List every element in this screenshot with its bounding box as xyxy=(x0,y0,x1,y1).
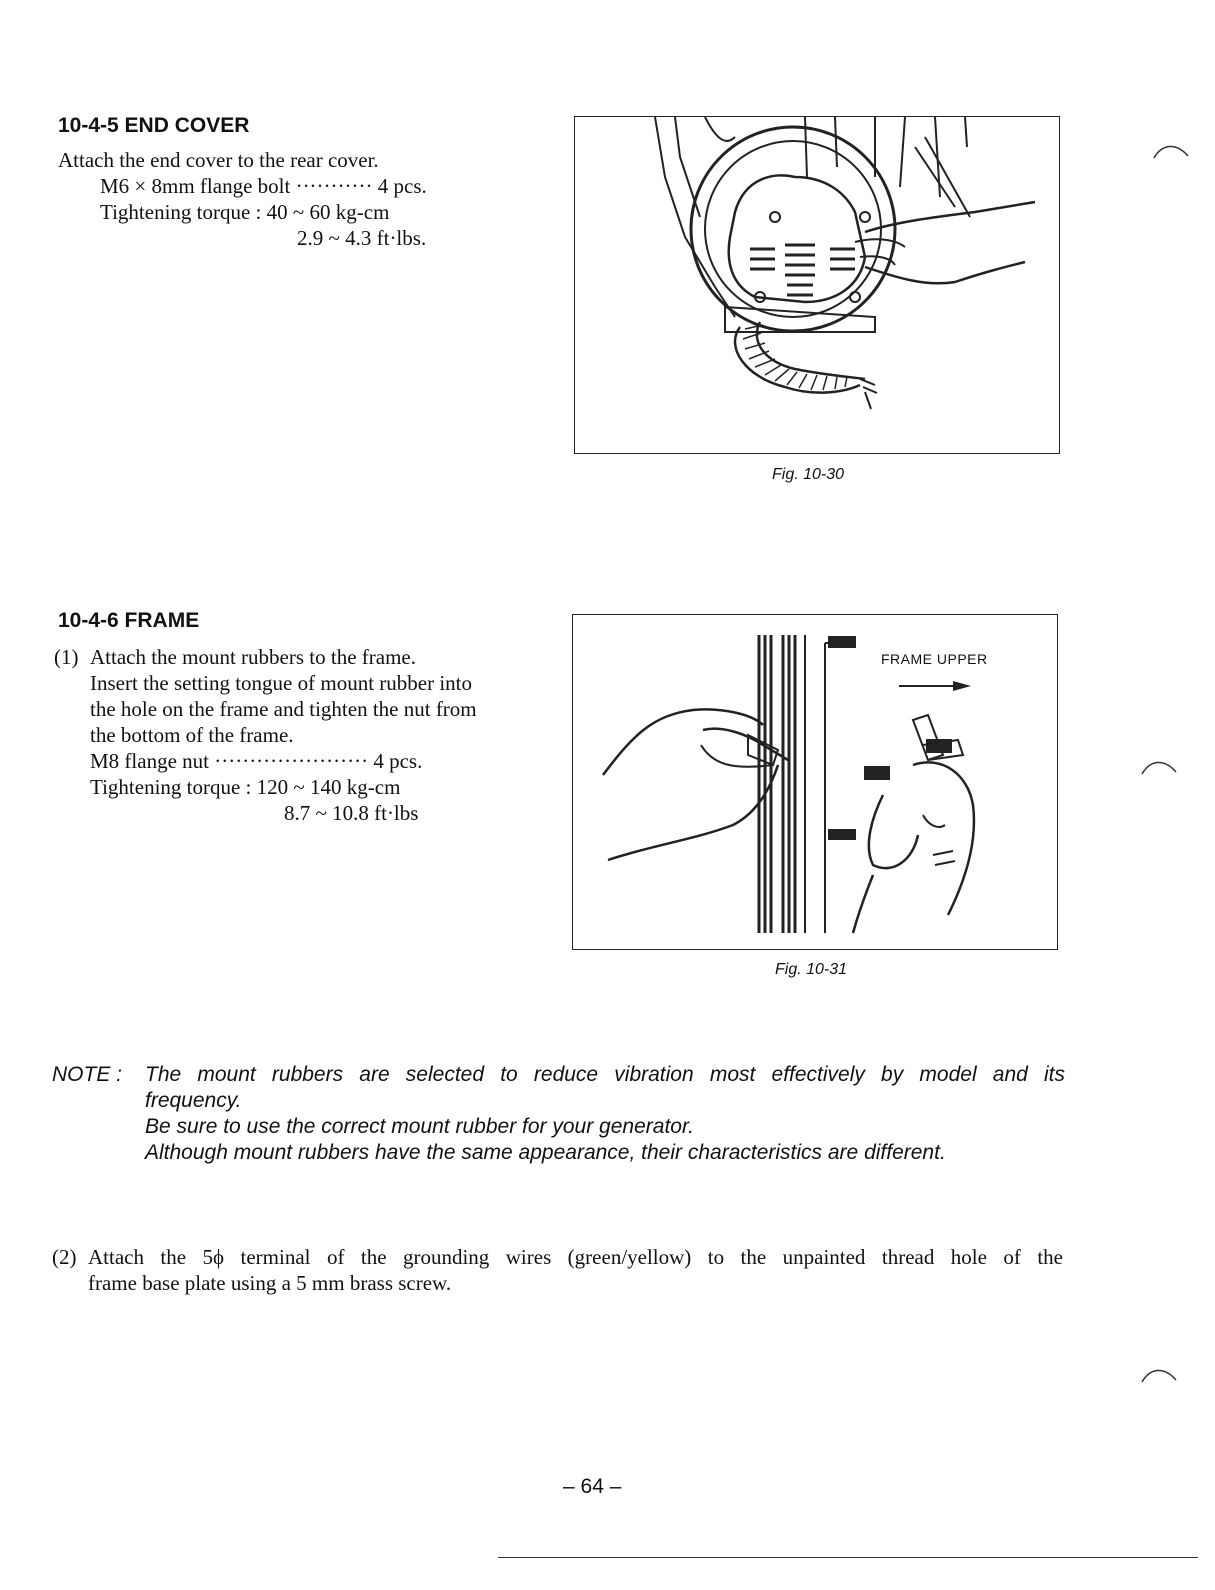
step1-number: (1) xyxy=(54,645,79,669)
end-cover-torque-alt: 2.9 ~ 4.3 ft·lbs. xyxy=(297,226,427,250)
footer-rule xyxy=(498,1557,1198,1558)
end-cover-bolt-spec: M6 × 8mm flange bolt ··········· 4 pcs. xyxy=(100,174,427,198)
section-heading-frame: 10-4-6 FRAME xyxy=(58,609,200,632)
step1-line: the hole on the frame and tighten the nut from xyxy=(90,697,477,721)
figure-10-31 xyxy=(572,614,1058,950)
note-line: Be sure to use the correct mount rubber for your generator. xyxy=(145,1115,695,1138)
step2-line: Attach the 5ϕ terminal of the grounding wires (green/yellow) to the unpainted thread hole of the xyxy=(88,1245,1063,1269)
step1-title: Attach the mount rubbers to the frame. xyxy=(90,645,416,669)
note-line: Although mount rubbers have the same appearance, their characteristics are different. xyxy=(145,1141,946,1164)
binder-hole-icon xyxy=(1140,1362,1180,1386)
binder-hole-icon xyxy=(1152,138,1192,162)
step1-line: Insert the setting tongue of mount rubber into xyxy=(90,671,473,695)
end-cover-illustration xyxy=(575,117,1059,453)
note-line: The mount rubbers are selected to reduce vibration most effectively by model and its xyxy=(145,1063,1065,1086)
page-number: – 64 – xyxy=(563,1475,622,1498)
end-cover-torque: Tightening torque : 40 ~ 60 kg-cm xyxy=(100,200,390,224)
frame-nut-spec: M8 flange nut ······················ 4 pcs. xyxy=(90,749,423,773)
arrow-right-icon xyxy=(899,679,973,693)
figure-10-31-caption: Fig. 10-31 xyxy=(775,961,848,978)
binder-hole-icon xyxy=(1140,754,1180,778)
frame-upper-label: FRAME UPPER xyxy=(881,651,988,667)
step1-line: the bottom of the frame. xyxy=(90,723,294,747)
note-line: frequency. xyxy=(145,1089,242,1112)
step2-number: (2) xyxy=(52,1245,77,1269)
end-cover-intro: Attach the end cover to the rear cover. xyxy=(58,148,379,172)
frame-torque-alt: 8.7 ~ 10.8 ft·lbs xyxy=(284,801,419,825)
note-label: NOTE : xyxy=(52,1063,123,1086)
figure-10-30 xyxy=(574,116,1060,454)
step2-line: frame base plate using a 5 mm brass screw. xyxy=(88,1271,452,1295)
section-heading-end-cover: 10-4-5 END COVER xyxy=(58,114,250,137)
frame-torque: Tightening torque : 120 ~ 140 kg-cm xyxy=(90,775,401,799)
figure-10-30-caption: Fig. 10-30 xyxy=(772,466,845,483)
